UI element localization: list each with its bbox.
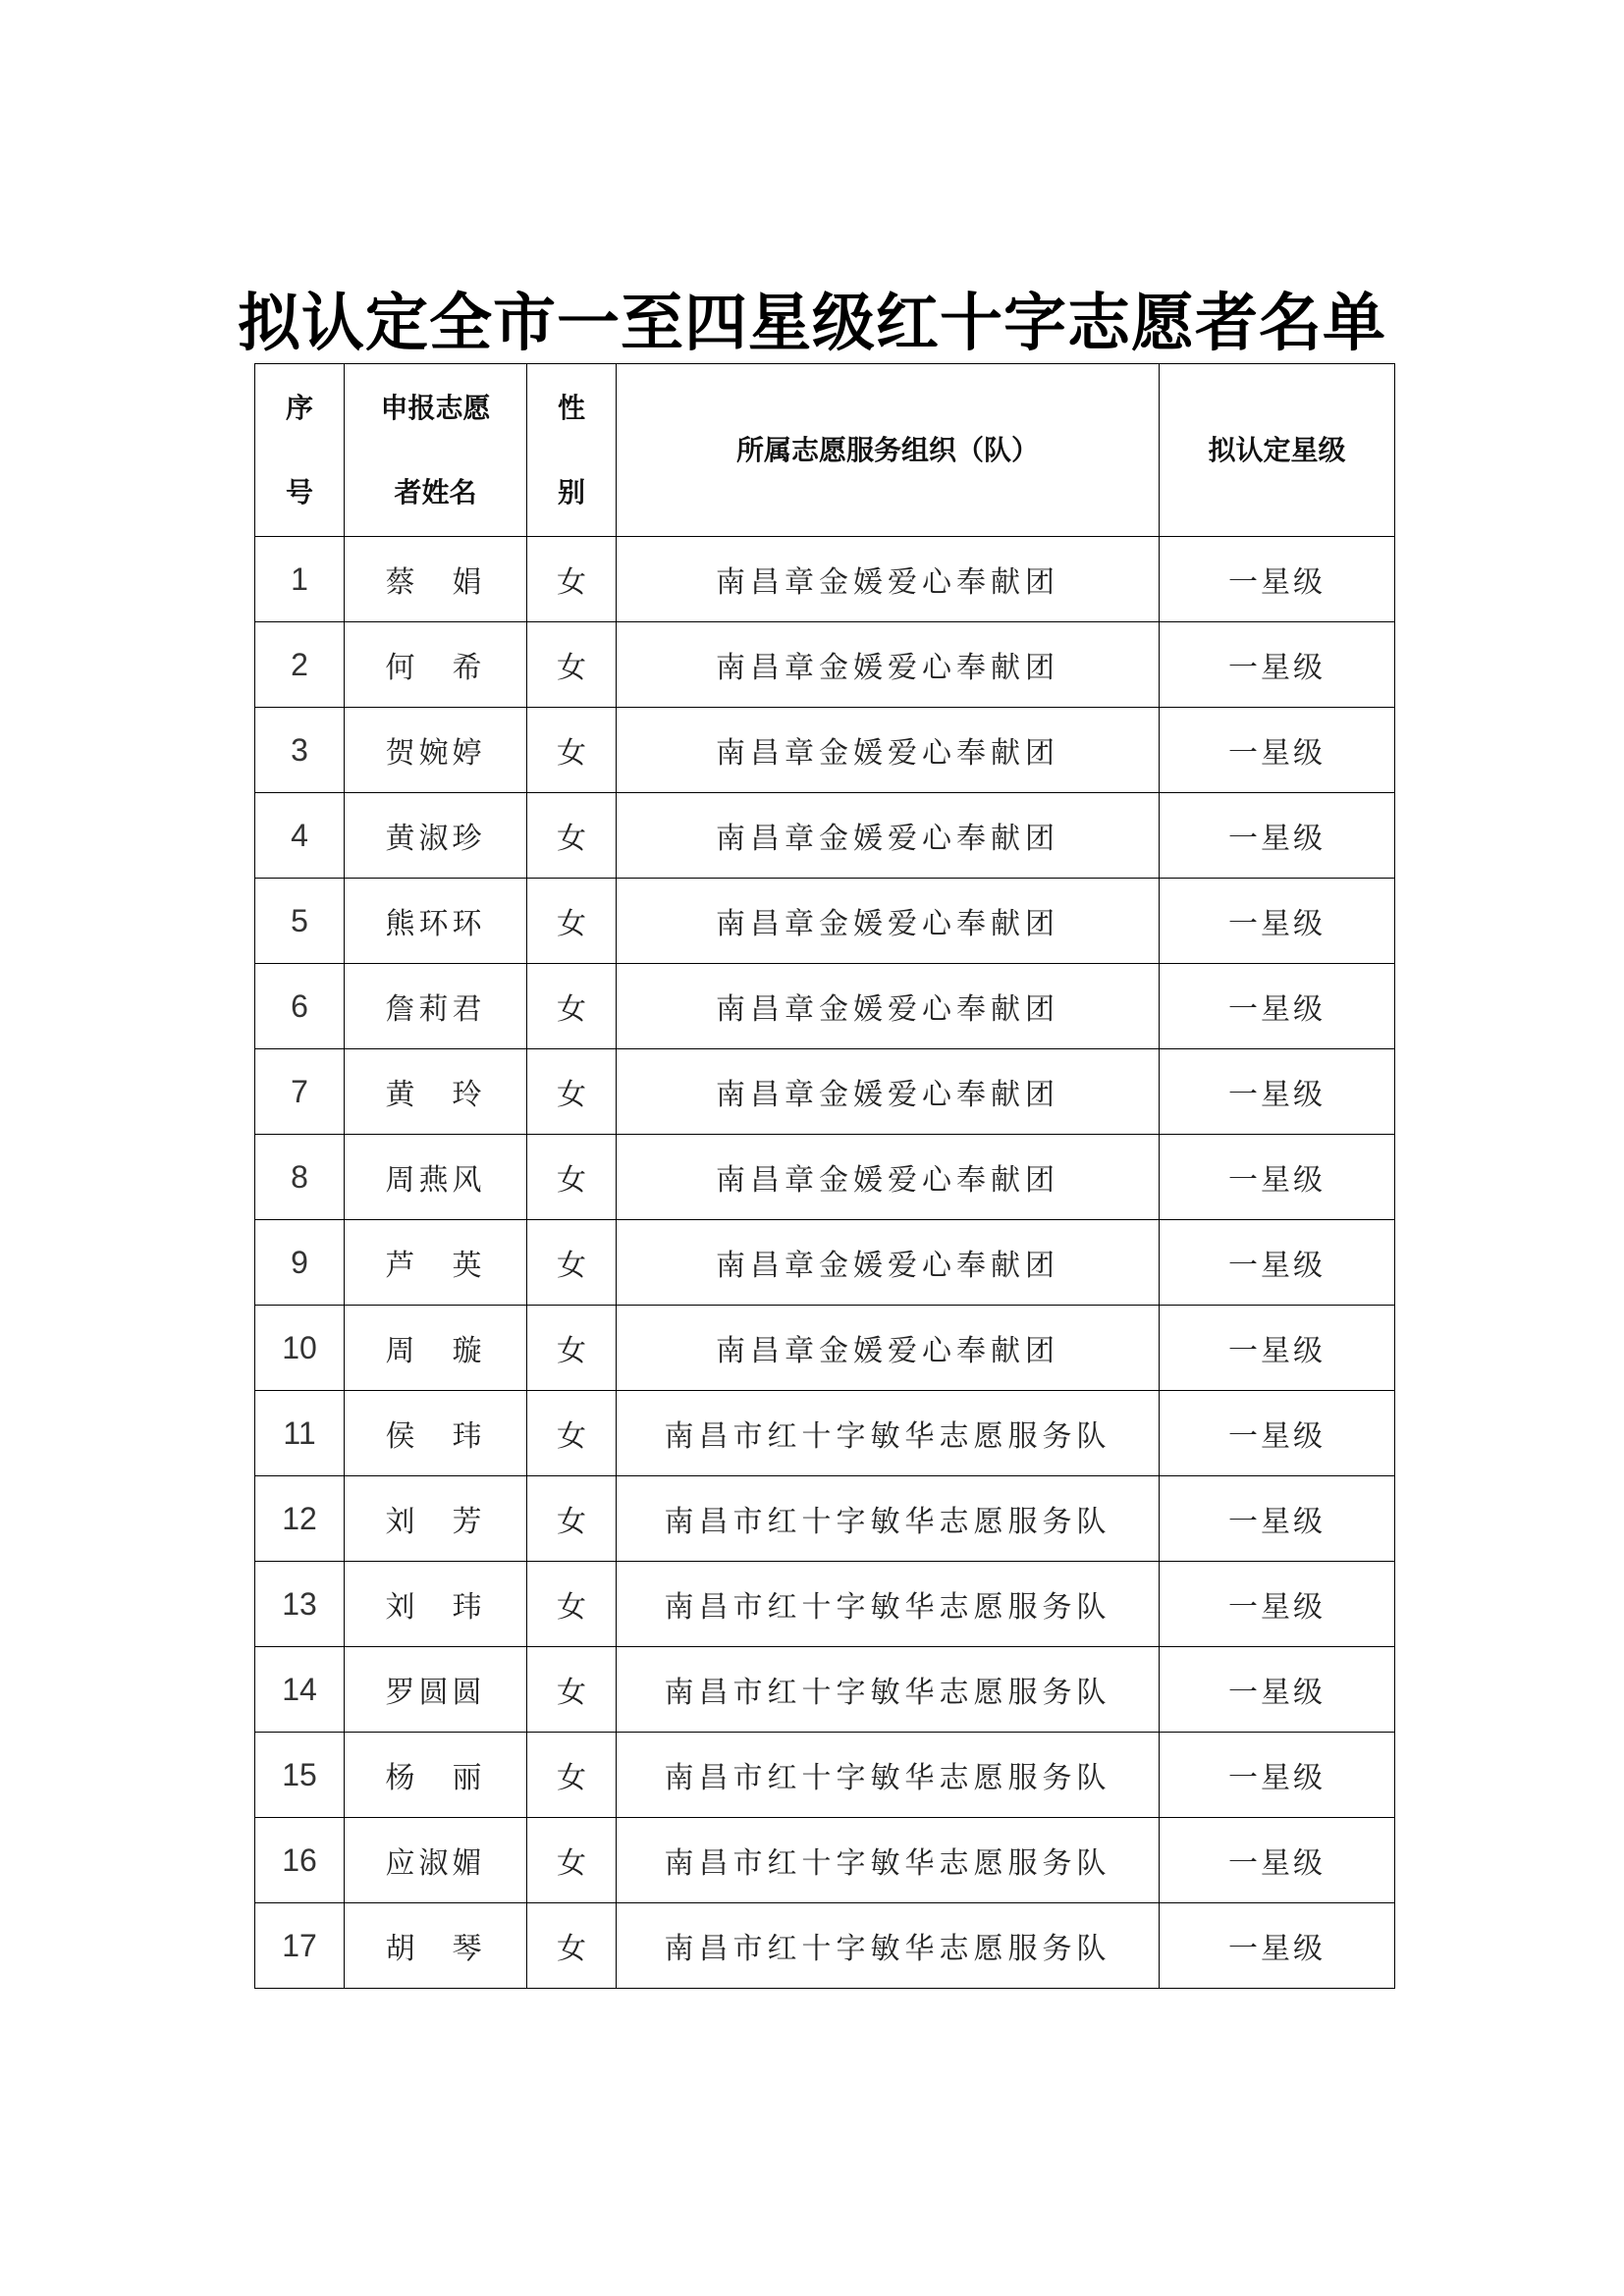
cell-star-level: 一星级 <box>1160 1647 1395 1733</box>
table-row <box>255 1049 1395 1135</box>
table-row <box>255 1818 1395 1903</box>
cell-organization: 南昌章金媛爱心奉献团 <box>617 622 1160 708</box>
cell-organization: 南昌市红十字敏华志愿服务队 <box>617 1903 1160 1989</box>
table-row <box>255 1647 1395 1733</box>
header-name-line1: 申报志愿 <box>380 391 491 424</box>
cell-gender: 女 <box>527 1220 617 1306</box>
cell-name: 贺婉婷 <box>345 708 527 793</box>
table-row <box>255 1733 1395 1818</box>
cell-star-level: 一星级 <box>1160 622 1395 708</box>
cell-name: 周 璇 <box>345 1306 527 1391</box>
cell-name: 詹莉君 <box>345 964 527 1049</box>
cell-gender: 女 <box>527 964 617 1049</box>
cell-number: 6 <box>255 964 345 1049</box>
cell-gender: 女 <box>527 1733 617 1818</box>
cell-gender: 女 <box>527 879 617 964</box>
cell-number: 11 <box>255 1391 345 1476</box>
cell-organization: 南昌章金媛爱心奉献团 <box>617 793 1160 879</box>
table-row <box>255 1220 1395 1306</box>
cell-number: 1 <box>255 537 345 622</box>
cell-organization: 南昌章金媛爱心奉献团 <box>617 1135 1160 1220</box>
cell-gender: 女 <box>527 1049 617 1135</box>
table-row <box>255 1135 1395 1220</box>
cell-organization: 南昌章金媛爱心奉献团 <box>617 537 1160 622</box>
cell-star-level: 一星级 <box>1160 1306 1395 1391</box>
cell-name: 胡 琴 <box>345 1903 527 1989</box>
cell-name: 周燕风 <box>345 1135 527 1220</box>
cell-name: 黄 玲 <box>345 1049 527 1135</box>
cell-star-level: 一星级 <box>1160 1562 1395 1647</box>
table-row <box>255 537 1395 622</box>
cell-number: 14 <box>255 1647 345 1733</box>
cell-organization: 南昌市红十字敏华志愿服务队 <box>617 1476 1160 1562</box>
table-row <box>255 622 1395 708</box>
cell-gender: 女 <box>527 1476 617 1562</box>
header-gender <box>527 364 617 537</box>
cell-name: 侯 玮 <box>345 1391 527 1476</box>
cell-organization: 南昌市红十字敏华志愿服务队 <box>617 1818 1160 1903</box>
cell-number: 10 <box>255 1306 345 1391</box>
table-row <box>255 879 1395 964</box>
cell-number: 8 <box>255 1135 345 1220</box>
cell-name: 罗圆圆 <box>345 1647 527 1733</box>
cell-star-level: 一星级 <box>1160 1903 1395 1989</box>
cell-gender: 女 <box>527 793 617 879</box>
page-title: 拟认定全市一至四星级红十字志愿者名单 <box>238 287 1386 360</box>
cell-name: 芦 英 <box>345 1220 527 1306</box>
table-row <box>255 1306 1395 1391</box>
header-name <box>345 364 527 537</box>
cell-star-level: 一星级 <box>1160 1818 1395 1903</box>
cell-name: 熊环环 <box>345 879 527 964</box>
header-gender-line2: 别 <box>557 475 585 508</box>
cell-gender: 女 <box>527 622 617 708</box>
table-row <box>255 1562 1395 1647</box>
cell-gender: 女 <box>527 1903 617 1989</box>
volunteer-table <box>254 363 1395 1989</box>
cell-name: 蔡 娟 <box>345 537 527 622</box>
header-level: 拟认定星级 <box>1160 364 1395 537</box>
cell-gender: 女 <box>527 708 617 793</box>
cell-gender: 女 <box>527 1562 617 1647</box>
cell-name: 刘 芳 <box>345 1476 527 1562</box>
cell-star-level: 一星级 <box>1160 708 1395 793</box>
cell-organization: 南昌市红十字敏华志愿服务队 <box>617 1733 1160 1818</box>
cell-number: 4 <box>255 793 345 879</box>
cell-organization: 南昌章金媛爱心奉献团 <box>617 964 1160 1049</box>
cell-number: 12 <box>255 1476 345 1562</box>
cell-gender: 女 <box>527 1306 617 1391</box>
cell-organization: 南昌市红十字敏华志愿服务队 <box>617 1647 1160 1733</box>
cell-star-level: 一星级 <box>1160 1135 1395 1220</box>
table-header-row <box>255 364 1395 537</box>
cell-star-level: 一星级 <box>1160 1049 1395 1135</box>
cell-number: 13 <box>255 1562 345 1647</box>
cell-star-level: 一星级 <box>1160 1476 1395 1562</box>
cell-star-level: 一星级 <box>1160 1733 1395 1818</box>
cell-star-level: 一星级 <box>1160 1220 1395 1306</box>
table-row <box>255 1476 1395 1562</box>
table-row <box>255 1903 1395 1989</box>
cell-star-level: 一星级 <box>1160 964 1395 1049</box>
cell-gender: 女 <box>527 537 617 622</box>
cell-number: 15 <box>255 1733 345 1818</box>
cell-name: 黄淑珍 <box>345 793 527 879</box>
cell-number: 2 <box>255 622 345 708</box>
cell-name: 何 希 <box>345 622 527 708</box>
cell-organization: 南昌市红十字敏华志愿服务队 <box>617 1391 1160 1476</box>
cell-star-level: 一星级 <box>1160 1391 1395 1476</box>
cell-organization: 南昌章金媛爱心奉献团 <box>617 1306 1160 1391</box>
cell-number: 3 <box>255 708 345 793</box>
header-seq-line1: 序 <box>285 391 313 424</box>
cell-star-level: 一星级 <box>1160 879 1395 964</box>
header-org: 所属志愿服务组织（队） <box>617 364 1160 537</box>
cell-name: 应淑媚 <box>345 1818 527 1903</box>
cell-gender: 女 <box>527 1391 617 1476</box>
table-row <box>255 708 1395 793</box>
cell-organization: 南昌市红十字敏华志愿服务队 <box>617 1562 1160 1647</box>
table-row <box>255 1391 1395 1476</box>
cell-number: 5 <box>255 879 345 964</box>
header-name-line2: 者姓名 <box>394 475 477 508</box>
cell-gender: 女 <box>527 1818 617 1903</box>
header-seq-line2: 号 <box>285 475 313 508</box>
cell-number: 9 <box>255 1220 345 1306</box>
cell-name: 杨 丽 <box>345 1733 527 1818</box>
cell-gender: 女 <box>527 1135 617 1220</box>
cell-number: 7 <box>255 1049 345 1135</box>
cell-number: 17 <box>255 1903 345 1989</box>
cell-organization: 南昌章金媛爱心奉献团 <box>617 1220 1160 1306</box>
cell-organization: 南昌章金媛爱心奉献团 <box>617 1049 1160 1135</box>
table-row <box>255 964 1395 1049</box>
cell-star-level: 一星级 <box>1160 793 1395 879</box>
cell-organization: 南昌章金媛爱心奉献团 <box>617 879 1160 964</box>
header-seq <box>255 364 345 537</box>
cell-number: 16 <box>255 1818 345 1903</box>
cell-name: 刘 玮 <box>345 1562 527 1647</box>
table-row <box>255 793 1395 879</box>
cell-star-level: 一星级 <box>1160 537 1395 622</box>
cell-organization: 南昌章金媛爱心奉献团 <box>617 708 1160 793</box>
header-gender-line1: 性 <box>557 391 585 424</box>
cell-gender: 女 <box>527 1647 617 1733</box>
